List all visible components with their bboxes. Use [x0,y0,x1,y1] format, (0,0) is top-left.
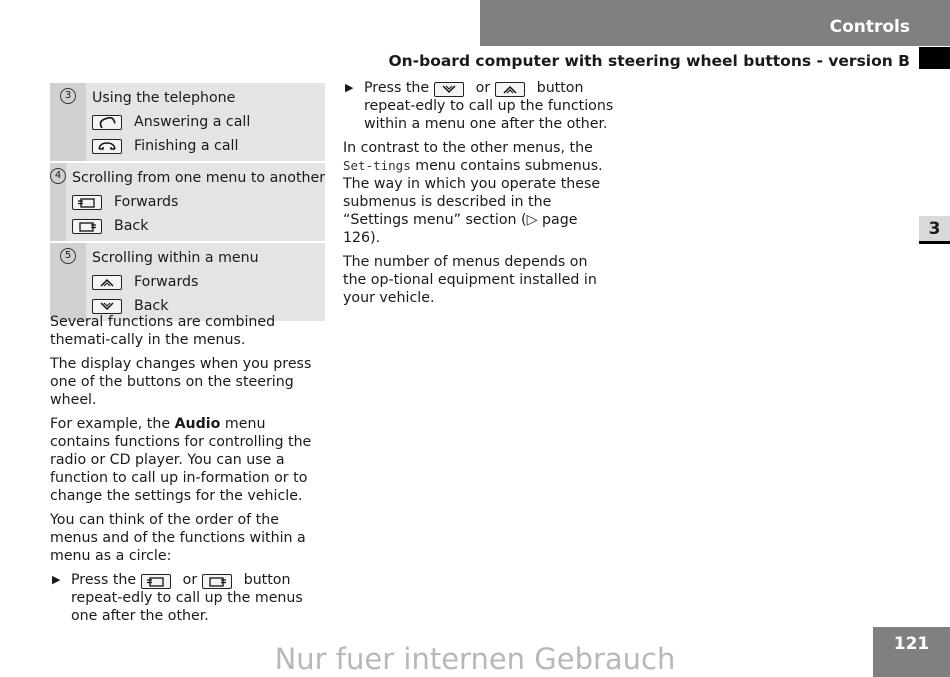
menu-back-icon [202,574,232,589]
chevron-up-icon [92,275,122,290]
instruction-bullet: ▶ Press the or button repeat-edly to call up the menus one after the other. [52,572,303,624]
page-number: 121 [873,627,950,677]
header-bar [480,0,950,46]
audio-menu-term: Audio [174,416,221,432]
settings-menu-term: Set-tings [343,158,411,173]
row-heading: Scrolling within a menu [92,250,259,266]
table-row [50,243,325,323]
paragraph: You can think of the order of the menus and of the functions within a menu as a circle: [50,512,306,564]
row-number: 3 [60,88,76,104]
item-label: Back [114,218,149,234]
table-row [50,83,325,163]
paragraph: The number of menus depends on the op-tional equipment installed in your vehicle. [343,254,597,306]
right-column [343,79,615,313]
row-number: 5 [60,248,76,264]
item-label: Forwards [114,194,179,210]
chapter-tab: 3 [919,216,950,244]
page-reference-link[interactable]: ▷ page 126 [343,212,578,246]
menu-forward-icon [141,574,171,589]
paragraph: For example, the Audio menu contains functions for controlling the radio or CD player. You can use a function to call up in-formation or to change the settings for the vehicle. [50,416,312,504]
item-label: Forwards [134,274,199,290]
menu-forward-icon [72,195,102,210]
bullet-triangle-icon: ▶ [52,573,61,586]
section-title: Controls [829,17,910,37]
page-subtitle: On-board computer with steering wheel buttons - version B [388,52,910,70]
chevron-down-icon [92,299,122,314]
phone-answer-icon [92,115,122,130]
bullet-triangle-icon: ▶ [345,81,354,94]
row-heading: Scrolling from one menu to another [72,170,326,186]
paragraph: In contrast to the other menus, the Set-tings menu contains submenus. The way in which you operate these submenus is described in the “Settings menu” section (▷ page 126). [343,140,603,246]
chevron-up-icon [495,82,525,97]
instruction-bullet: ▶ Press the or button repeat-edly to call up the functions within a menu one after the other. [345,80,614,132]
phone-hangup-icon [92,139,122,154]
paragraph: Several functions are combined themati-cally in the menus. [50,314,276,348]
watermark-footer: Nur fuer internen Gebrauch [274,642,676,676]
button-table [50,83,325,323]
row-number: 4 [50,168,66,184]
left-column [50,313,328,631]
paragraph: The display changes when you press one of the buttons on the steering wheel. [50,356,312,408]
item-label: Back [134,298,169,314]
table-row [50,163,325,243]
item-label: Finishing a call [134,138,239,154]
header-marker [919,47,950,69]
menu-back-icon [72,219,102,234]
row-heading: Using the telephone [92,90,236,106]
item-label: Answering a call [134,114,251,130]
chevron-down-icon [434,82,464,97]
